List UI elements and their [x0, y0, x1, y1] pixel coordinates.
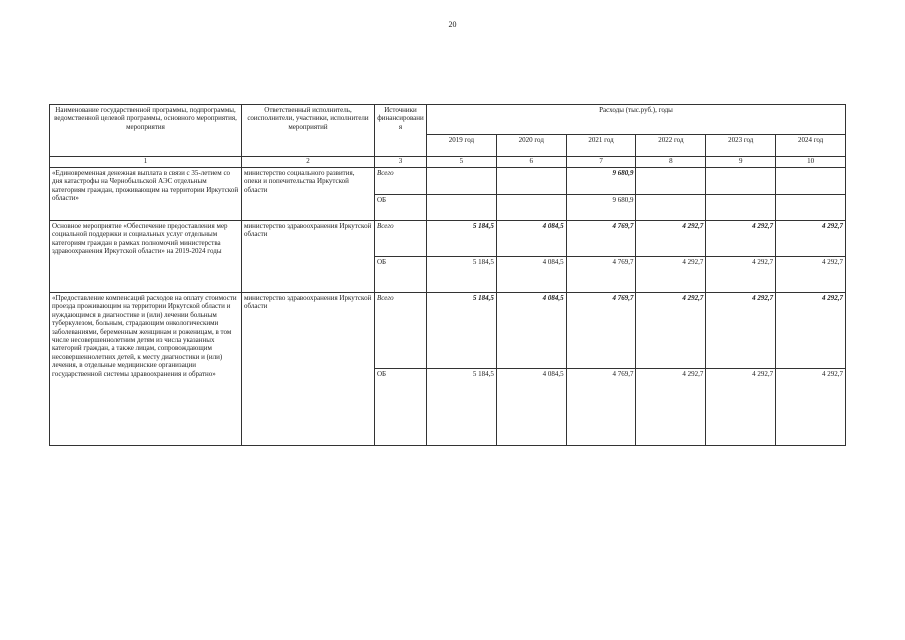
value-cell: 4 292,7 [706, 369, 776, 446]
value-cell: 5 184,5 [427, 369, 497, 446]
header-year: 2023 год [706, 135, 776, 157]
column-number: 5 [427, 157, 497, 168]
value-cell: 4 292,7 [706, 221, 776, 257]
value-cell [427, 195, 497, 221]
value-cell: 4 769,7 [566, 293, 636, 369]
measure-name: «Единовременная денежная выплата в связи с 35-летием со дня катастрофы на Чернобыльской АЭС отдельным категориям граждан, проживающим на территории Иркутской области» [50, 168, 242, 221]
header-executor: Ответственный исполнитель, соисполнители, участники, исполнители мероприятий [242, 105, 375, 157]
value-cell: 4 292,7 [706, 293, 776, 369]
value-cell: 4 084,5 [496, 221, 566, 257]
column-numbers-row [50, 157, 846, 168]
value-cell [636, 195, 706, 221]
header-year: 2024 год [776, 135, 846, 157]
column-number: 8 [636, 157, 706, 168]
value-cell [706, 168, 776, 195]
value-cell: 4 292,7 [706, 257, 776, 293]
measure-executor: министерство здравоохранения Иркутской области [242, 221, 375, 293]
column-number: 7 [566, 157, 636, 168]
value-cell: 5 184,5 [427, 293, 497, 369]
value-cell [776, 168, 846, 195]
value-cell [776, 195, 846, 221]
value-cell: 4 292,7 [776, 293, 846, 369]
header-year: 2020 год [496, 135, 566, 157]
value-cell: 9 680,9 [566, 195, 636, 221]
measure-executor: министерство здравоохранения Иркутской области [242, 293, 375, 446]
header-year: 2019 год [427, 135, 497, 157]
value-cell: 4 292,7 [636, 257, 706, 293]
column-number: 2 [242, 157, 375, 168]
value-cell: 4 769,7 [566, 369, 636, 446]
source-label: Всего [375, 168, 427, 195]
value-cell: 9 680,9 [566, 168, 636, 195]
table-row [50, 168, 846, 195]
value-cell [496, 168, 566, 195]
header-year: 2021 год [566, 135, 636, 157]
header-expenses: Расходы (тыс.руб.), годы [427, 105, 846, 135]
value-cell: 4 292,7 [776, 221, 846, 257]
source-label: ОБ [375, 257, 427, 293]
table-row [50, 293, 846, 369]
value-cell: 4 292,7 [636, 221, 706, 257]
value-cell: 4 084,5 [496, 369, 566, 446]
value-cell [706, 195, 776, 221]
value-cell: 4 084,5 [496, 293, 566, 369]
source-label: ОБ [375, 369, 427, 446]
column-number: 9 [706, 157, 776, 168]
value-cell: 4 292,7 [776, 369, 846, 446]
measure-name: Основное мероприятие «Обеспечение предоставления мер социальной поддержки и социальных услуг отдельным категориям граждан в рамках полномочий министерства здравоохранения Иркутской области» на 2019-2024 годы [50, 221, 242, 293]
value-cell [636, 168, 706, 195]
column-number: 3 [375, 157, 427, 168]
column-number: 6 [496, 157, 566, 168]
expenses-table [49, 104, 846, 446]
value-cell: 4 084,5 [496, 257, 566, 293]
header-year: 2022 год [636, 135, 706, 157]
page-number: 20 [448, 20, 457, 29]
table-row [50, 221, 846, 257]
header-name: Наименование государственной программы, подпрограммы, ведомственной целевой программы, основного мероприятия, мероприятия [50, 105, 242, 157]
source-label: Всего [375, 293, 427, 369]
value-cell: 4 292,7 [776, 257, 846, 293]
value-cell: 4 292,7 [636, 293, 706, 369]
value-cell: 4 769,7 [566, 257, 636, 293]
column-number: 1 [50, 157, 242, 168]
measure-name: «Предоставление компенсаций расходов на оплату стоимости проезда проживающим на территории Иркутской области и нуждающимся в диагностике и (или) лечении больным туберкулезом, больным, страдающим онкологическими заболеваниями, беременным женщинам и роженицам, в том числе несовершеннолетним детям из числа указанных категорий граждан, а также лицам, сопровождающим несовершеннолетних детей, к месту диагностики и (или) лечения, в отдельные медицинские организации государственной системы здравоохранения и обратно» [50, 293, 242, 446]
measure-executor: министерство социального развития, опеки и попечительства Иркутской области [242, 168, 375, 221]
header-source: Источники финансировани я [375, 105, 427, 157]
value-cell: 5 184,5 [427, 221, 497, 257]
value-cell: 4 292,7 [636, 369, 706, 446]
source-label: ОБ [375, 195, 427, 221]
source-label: Всего [375, 221, 427, 257]
column-number: 10 [776, 157, 846, 168]
value-cell: 5 184,5 [427, 257, 497, 293]
value-cell: 4 769,7 [566, 221, 636, 257]
value-cell [427, 168, 497, 195]
value-cell [496, 195, 566, 221]
